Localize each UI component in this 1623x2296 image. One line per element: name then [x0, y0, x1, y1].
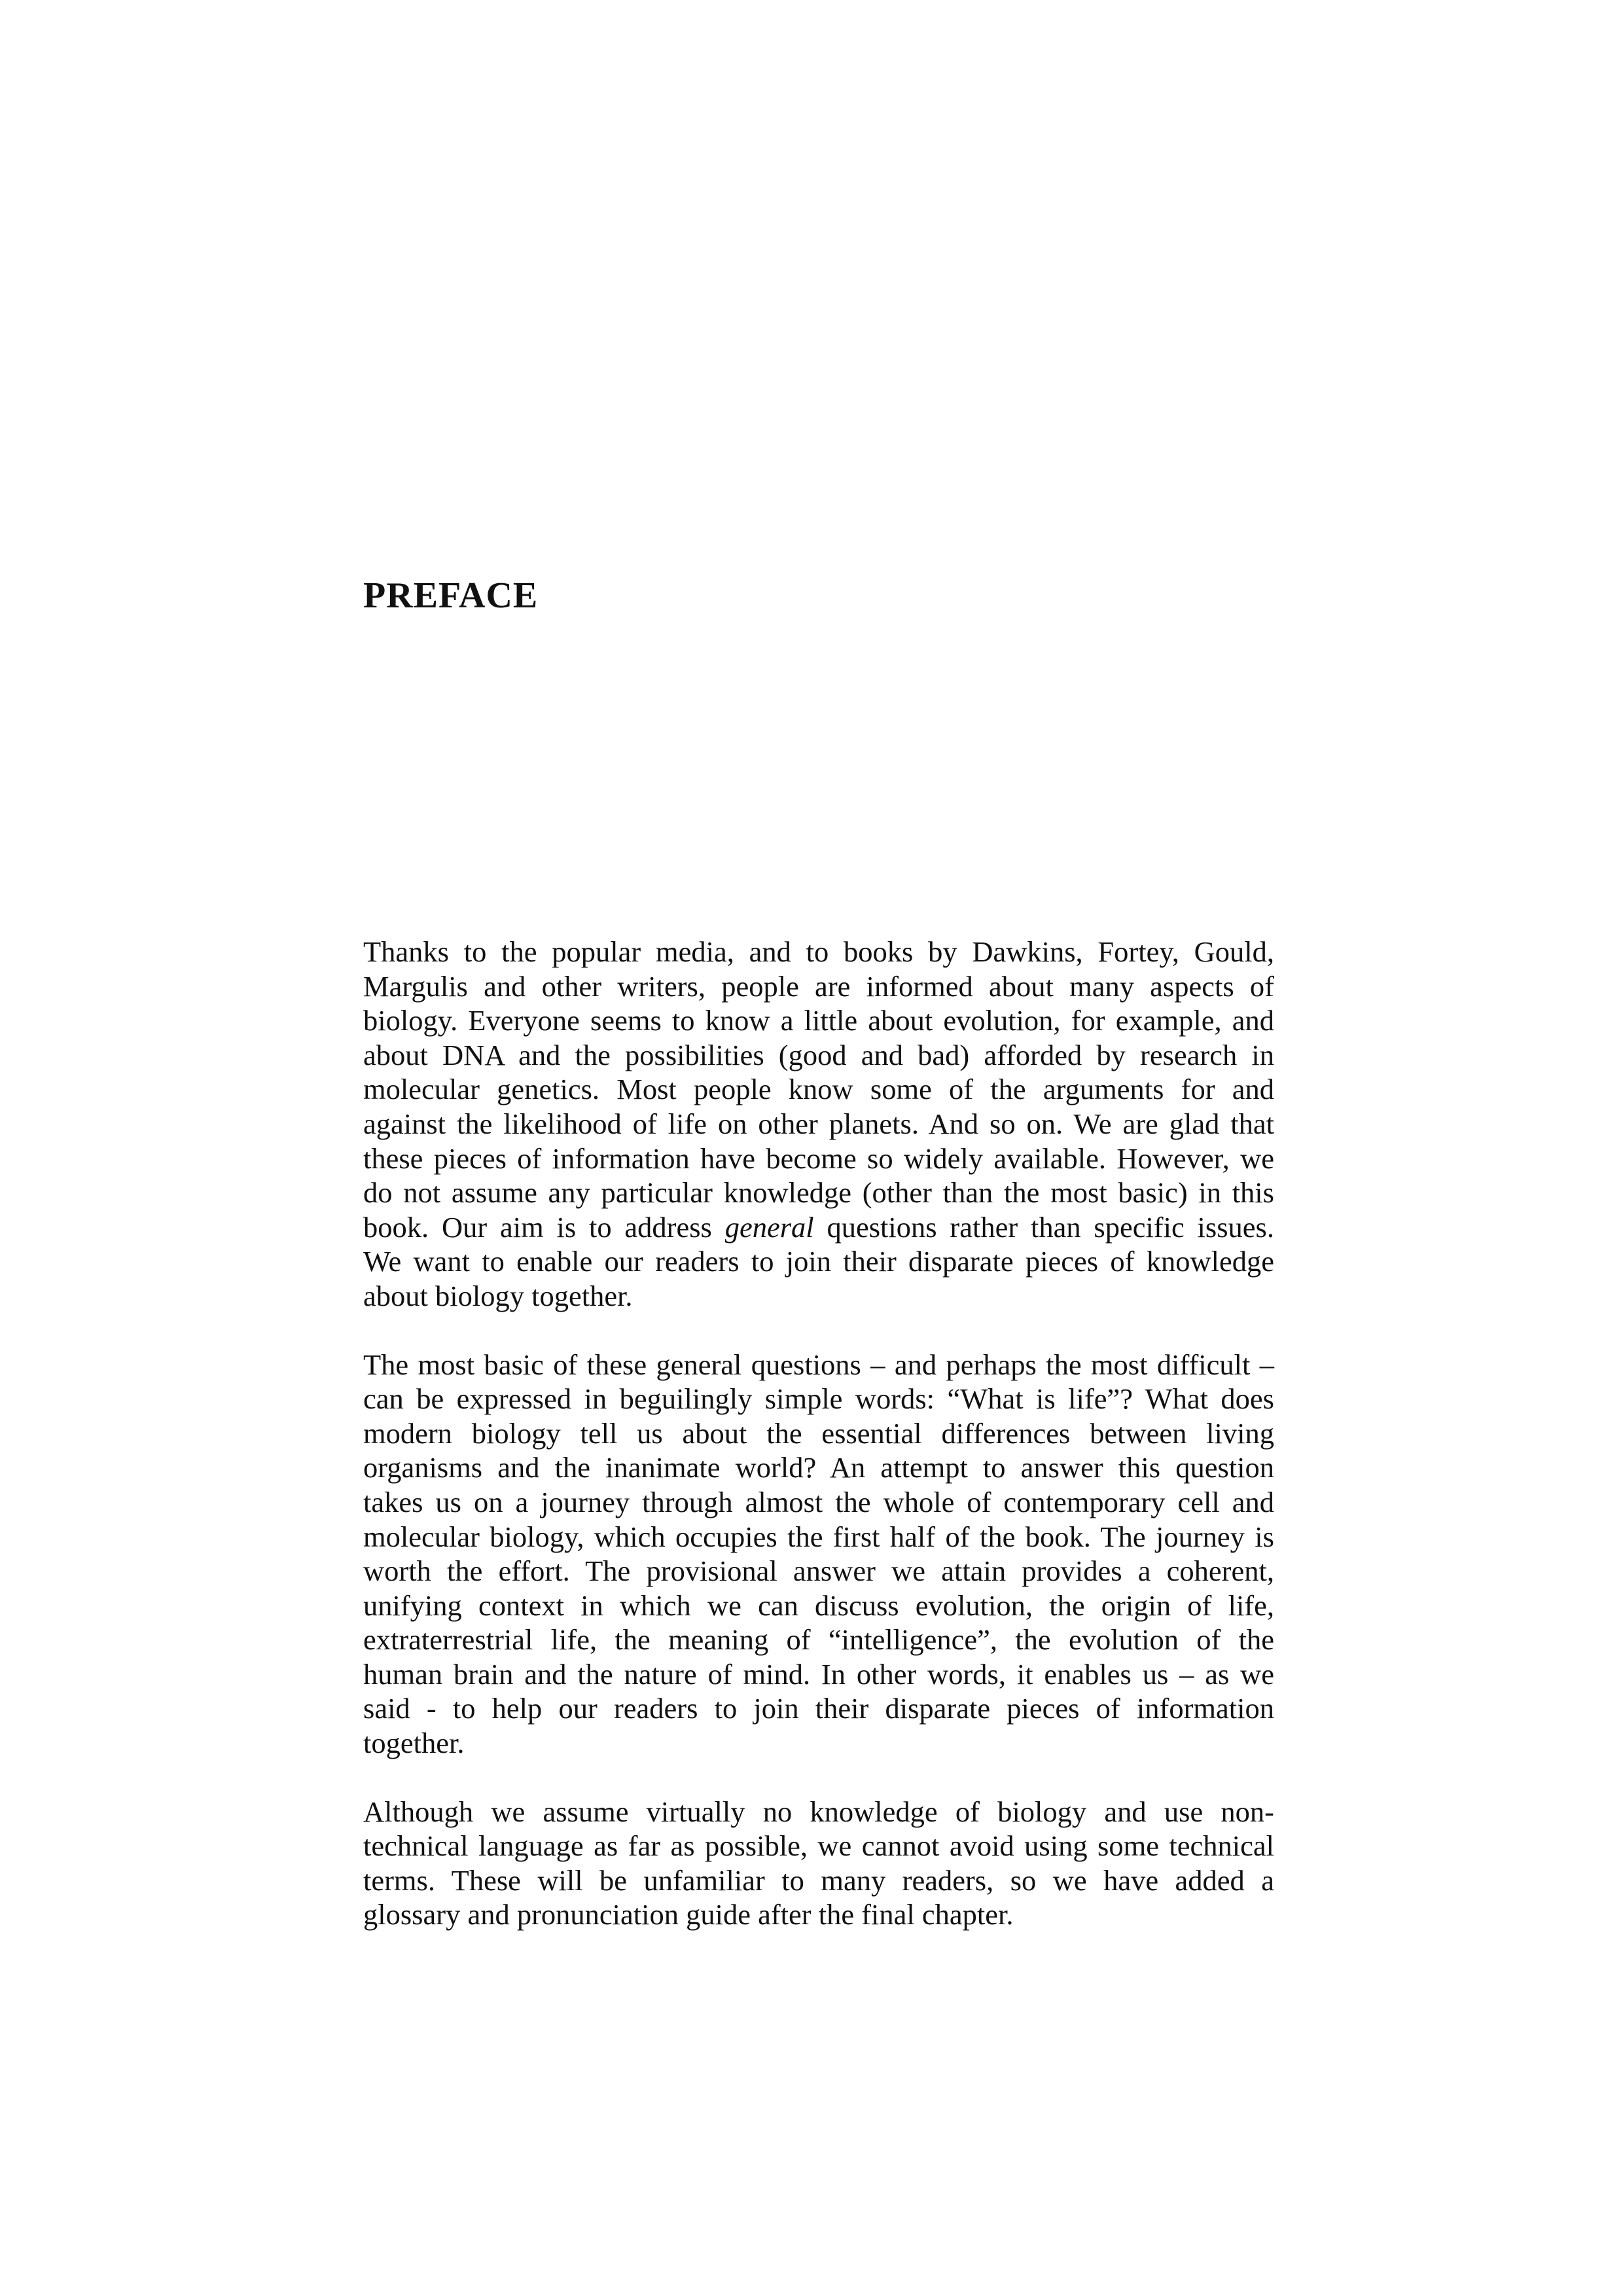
text-line: biology. Everyone seems to know a little about evolution, for example, and: [363, 1004, 1274, 1037]
emphasized-word: general: [724, 1210, 814, 1244]
text-line: glossary and pronunciation guide after the final chapter.: [363, 1898, 1014, 1931]
text-run: book. Our aim is to address: [363, 1210, 725, 1244]
text-line-with-emphasis: [363, 1210, 1274, 1245]
page-title: PREFACE: [363, 575, 539, 616]
text-line: about biology together.: [363, 1279, 633, 1312]
text-line: Thanks to the popular media, and to books by Dawkins, Fortey, Gould,: [363, 935, 1274, 968]
text-line: organisms and the inanimate world? An attempt to answer this question: [363, 1451, 1274, 1484]
text-line: these pieces of information have become so widely available. However, we: [363, 1141, 1274, 1175]
text-line: about DNA and the possibilities (good and bad) afforded by research in: [363, 1038, 1274, 1071]
text-line: can be expressed in beguilingly simple words: “What is life”? What does: [363, 1382, 1274, 1416]
text-line: terms. These will be unfamiliar to many readers, so we have added a: [363, 1863, 1274, 1897]
text-line: together.: [363, 1727, 465, 1760]
text-line: worth the effort. The provisional answer we attain provides a coherent,: [363, 1554, 1274, 1588]
text-line: molecular genetics. Most people know some of the arguments for and: [363, 1073, 1274, 1106]
text-line: takes us on a journey through almost the whole of contemporary cell and: [363, 1485, 1274, 1518]
text-line: We want to enable our readers to join their disparate pieces of knowledge: [363, 1245, 1274, 1278]
text-run: questions rather than specific issues.: [813, 1210, 1275, 1244]
paragraph-1: [363, 935, 1274, 1314]
text-line: modern biology tell us about the essential differences between living: [363, 1416, 1274, 1450]
text-line: Although we assume virtually no knowledge of biology and use non-: [363, 1795, 1274, 1828]
text-line: against the likelihood of life on other planets. And so on. We are glad that: [363, 1107, 1274, 1140]
preface-body: [363, 935, 1274, 1932]
text-line: do not assume any particular knowledge (other than the most basic) in this: [363, 1176, 1274, 1210]
text-line: unifying context in which we can discuss evolution, the origin of life,: [363, 1588, 1274, 1622]
text-line: said - to help our readers to join their disparate pieces of information: [363, 1692, 1274, 1725]
text-line: technical language as far as possible, we cannot avoid using some technical: [363, 1829, 1274, 1863]
text-line: Margulis and other writers, people are informed about many aspects of: [363, 969, 1274, 1003]
text-line: The most basic of these general questions – and perhaps the most difficult –: [363, 1348, 1274, 1381]
text-line: human brain and the nature of mind. In other words, it enables us – as we: [363, 1657, 1274, 1691]
paragraph-3: [363, 1795, 1274, 1932]
text-line: extraterrestrial life, the meaning of “intelligence”, the evolution of the: [363, 1623, 1274, 1657]
text-line: molecular biology, which occupies the first half of the book. The journey is: [363, 1520, 1274, 1553]
paragraph-2: [363, 1348, 1274, 1761]
